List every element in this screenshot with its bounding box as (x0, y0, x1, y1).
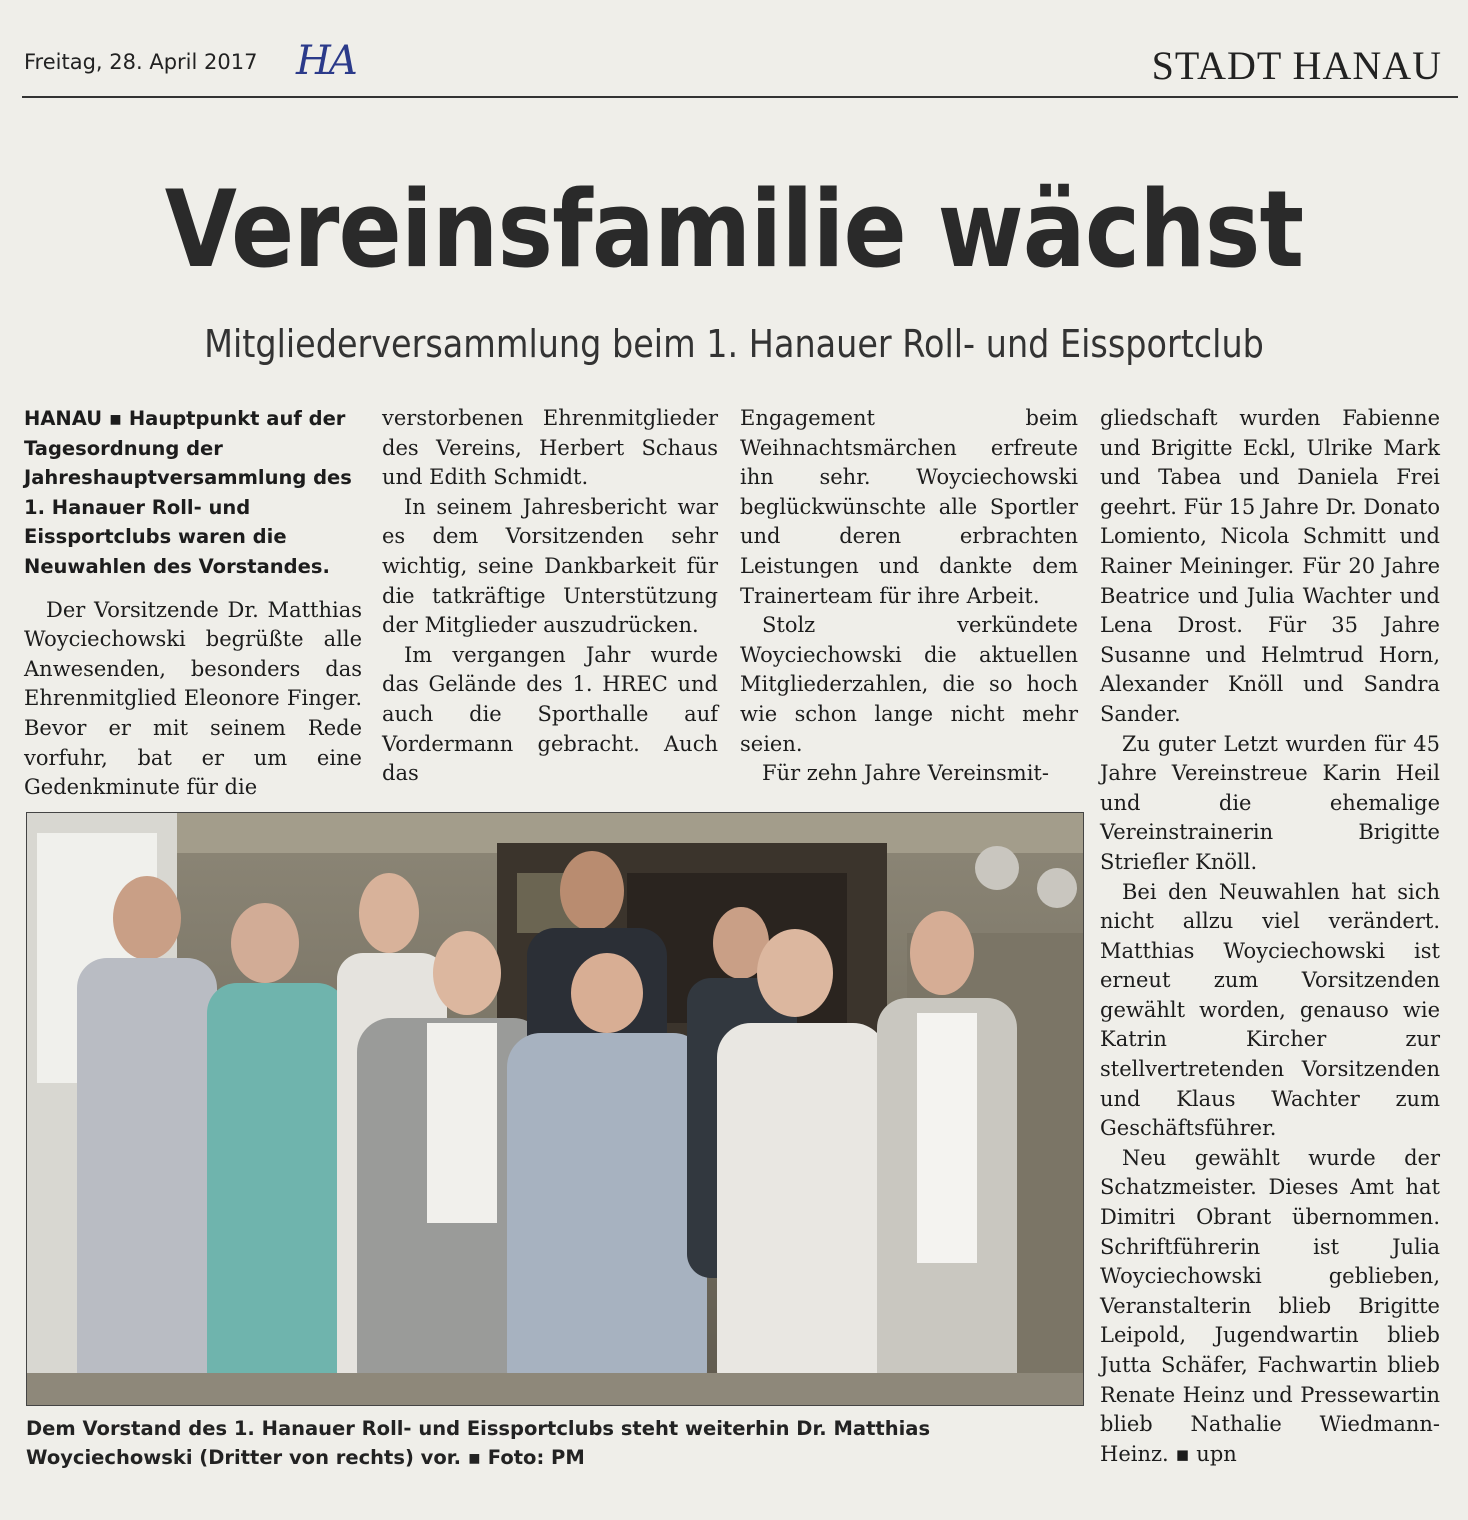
lead-paragraph: HANAU ▪ Hauptpunkt auf der Tagesordnung der Jahreshauptversammlung des 1. Hanauer Roll- und Eissportclubs waren die Neuwahlen des Vorstandes. (24, 407, 352, 578)
paragraph: verstorbenen Ehrenmitglieder des Vereins, Herbert Schaus und Edith Schmidt. (382, 406, 718, 490)
publication-date: Freitag, 28. April 2017 (24, 50, 258, 74)
group-photo (26, 812, 1084, 1406)
paragraph: Neu gewählt wurde der Schatzmeister. Dieses Amt hat Dimitri Obrant übernommen. Schriftführerin ist Julia Woyciechowski geblieben, Veranstalterin blieb Brigitte Leipold, Jugendwartin blieb Jutta Schäfer, Fachwartin blieb Renate Heinz und Pressewartin blieb Nathalie Wiedmann-Heinz. ▪ upn (1100, 1145, 1440, 1466)
header-rule (22, 96, 1458, 98)
paragraph: Der Vorsitzende Dr. Matthias Woyciechowski begrüßte alle Anwesenden, besonders das Ehrenmitglied Eleonore Finger. Bevor er mit seinem Rede vorfuhr, bat er um eine Gedenkminute für die (24, 597, 362, 800)
paragraph: Zu guter Letzt wurden für 45 Jahre Vereinstreue Karin Heil und die ehemalige Vereinstrainerin Brigitte Striefler Knöll. (1100, 731, 1440, 874)
newspaper-logo: HA (296, 38, 356, 84)
paragraph: Stolz verkündete Woyciechowski die aktuellen Mitgliederzahlen, die so hoch wie schon lange nicht mehr seien. (740, 613, 1078, 756)
paragraph: In seinem Jahresbericht war es dem Vorsitzenden sehr wichtig, seine Dankbarkeit für die tatkräftige Unterstützung der Mitglieder auszudrücken. (382, 494, 718, 638)
headline: Vereinsfamilie wächst (164, 168, 1304, 291)
article-column-1 (24, 404, 362, 803)
paragraph: gliedschaft wurden Fabienne und Brigitte Eckl, Ulrike Mark und Tabea und Daniela Frei geehrt. Für 15 Jahre Dr. Donato Lomiento, Nicola Schmitt und Rainer Meininger. Für 20 Jahre Beatrice und Julia Wachter und Lena Drost. Für 35 Jahre Susanne und Helmtrud Horn, Alexander Knöll und Sandra Sander. (1100, 406, 1440, 726)
paragraph: Bei den Neuwahlen hat sich nicht allzu viel verändert. Matthias Woyciechowski ist erneut zum Vorsitzenden gewählt worden, genauso wie Katrin Kircher zur stellvertretenden Vorsitzenden und Klaus Wachter zum Geschäftsführer. (1100, 879, 1440, 1141)
article-column-3 (740, 404, 1078, 789)
paragraph: Für zehn Jahre Vereinsmit- (762, 761, 1049, 786)
article-column-2 (382, 404, 718, 789)
group-photo-illustration (27, 813, 1083, 1405)
paragraph: Engagement beim Weihnachtsmärchen erfreute ihn sehr. Woyciechowski beglückwünschte alle Sportler und deren erbrachten Leistungen und dankte dem Trainerteam für ihre Arbeit. (740, 406, 1078, 608)
subheadline: Mitgliederversammlung beim 1. Hanauer Roll- und Eissportclub (204, 322, 1264, 366)
article-column-4 (1100, 404, 1440, 1469)
photo-caption: Dem Vorstand des 1. Hanauer Roll- und Eissportclubs steht weiterhin Dr. Matthias Woyciechowski (Dritter von rechts) vor. ▪ Foto: PM (26, 1417, 931, 1469)
paragraph: Im vergangen Jahr wurde das Gelände des 1. HREC und auch die Sporthalle auf Vordermann gebracht. Auch das (382, 642, 718, 786)
section-title: STADT HANAU (1151, 43, 1442, 88)
